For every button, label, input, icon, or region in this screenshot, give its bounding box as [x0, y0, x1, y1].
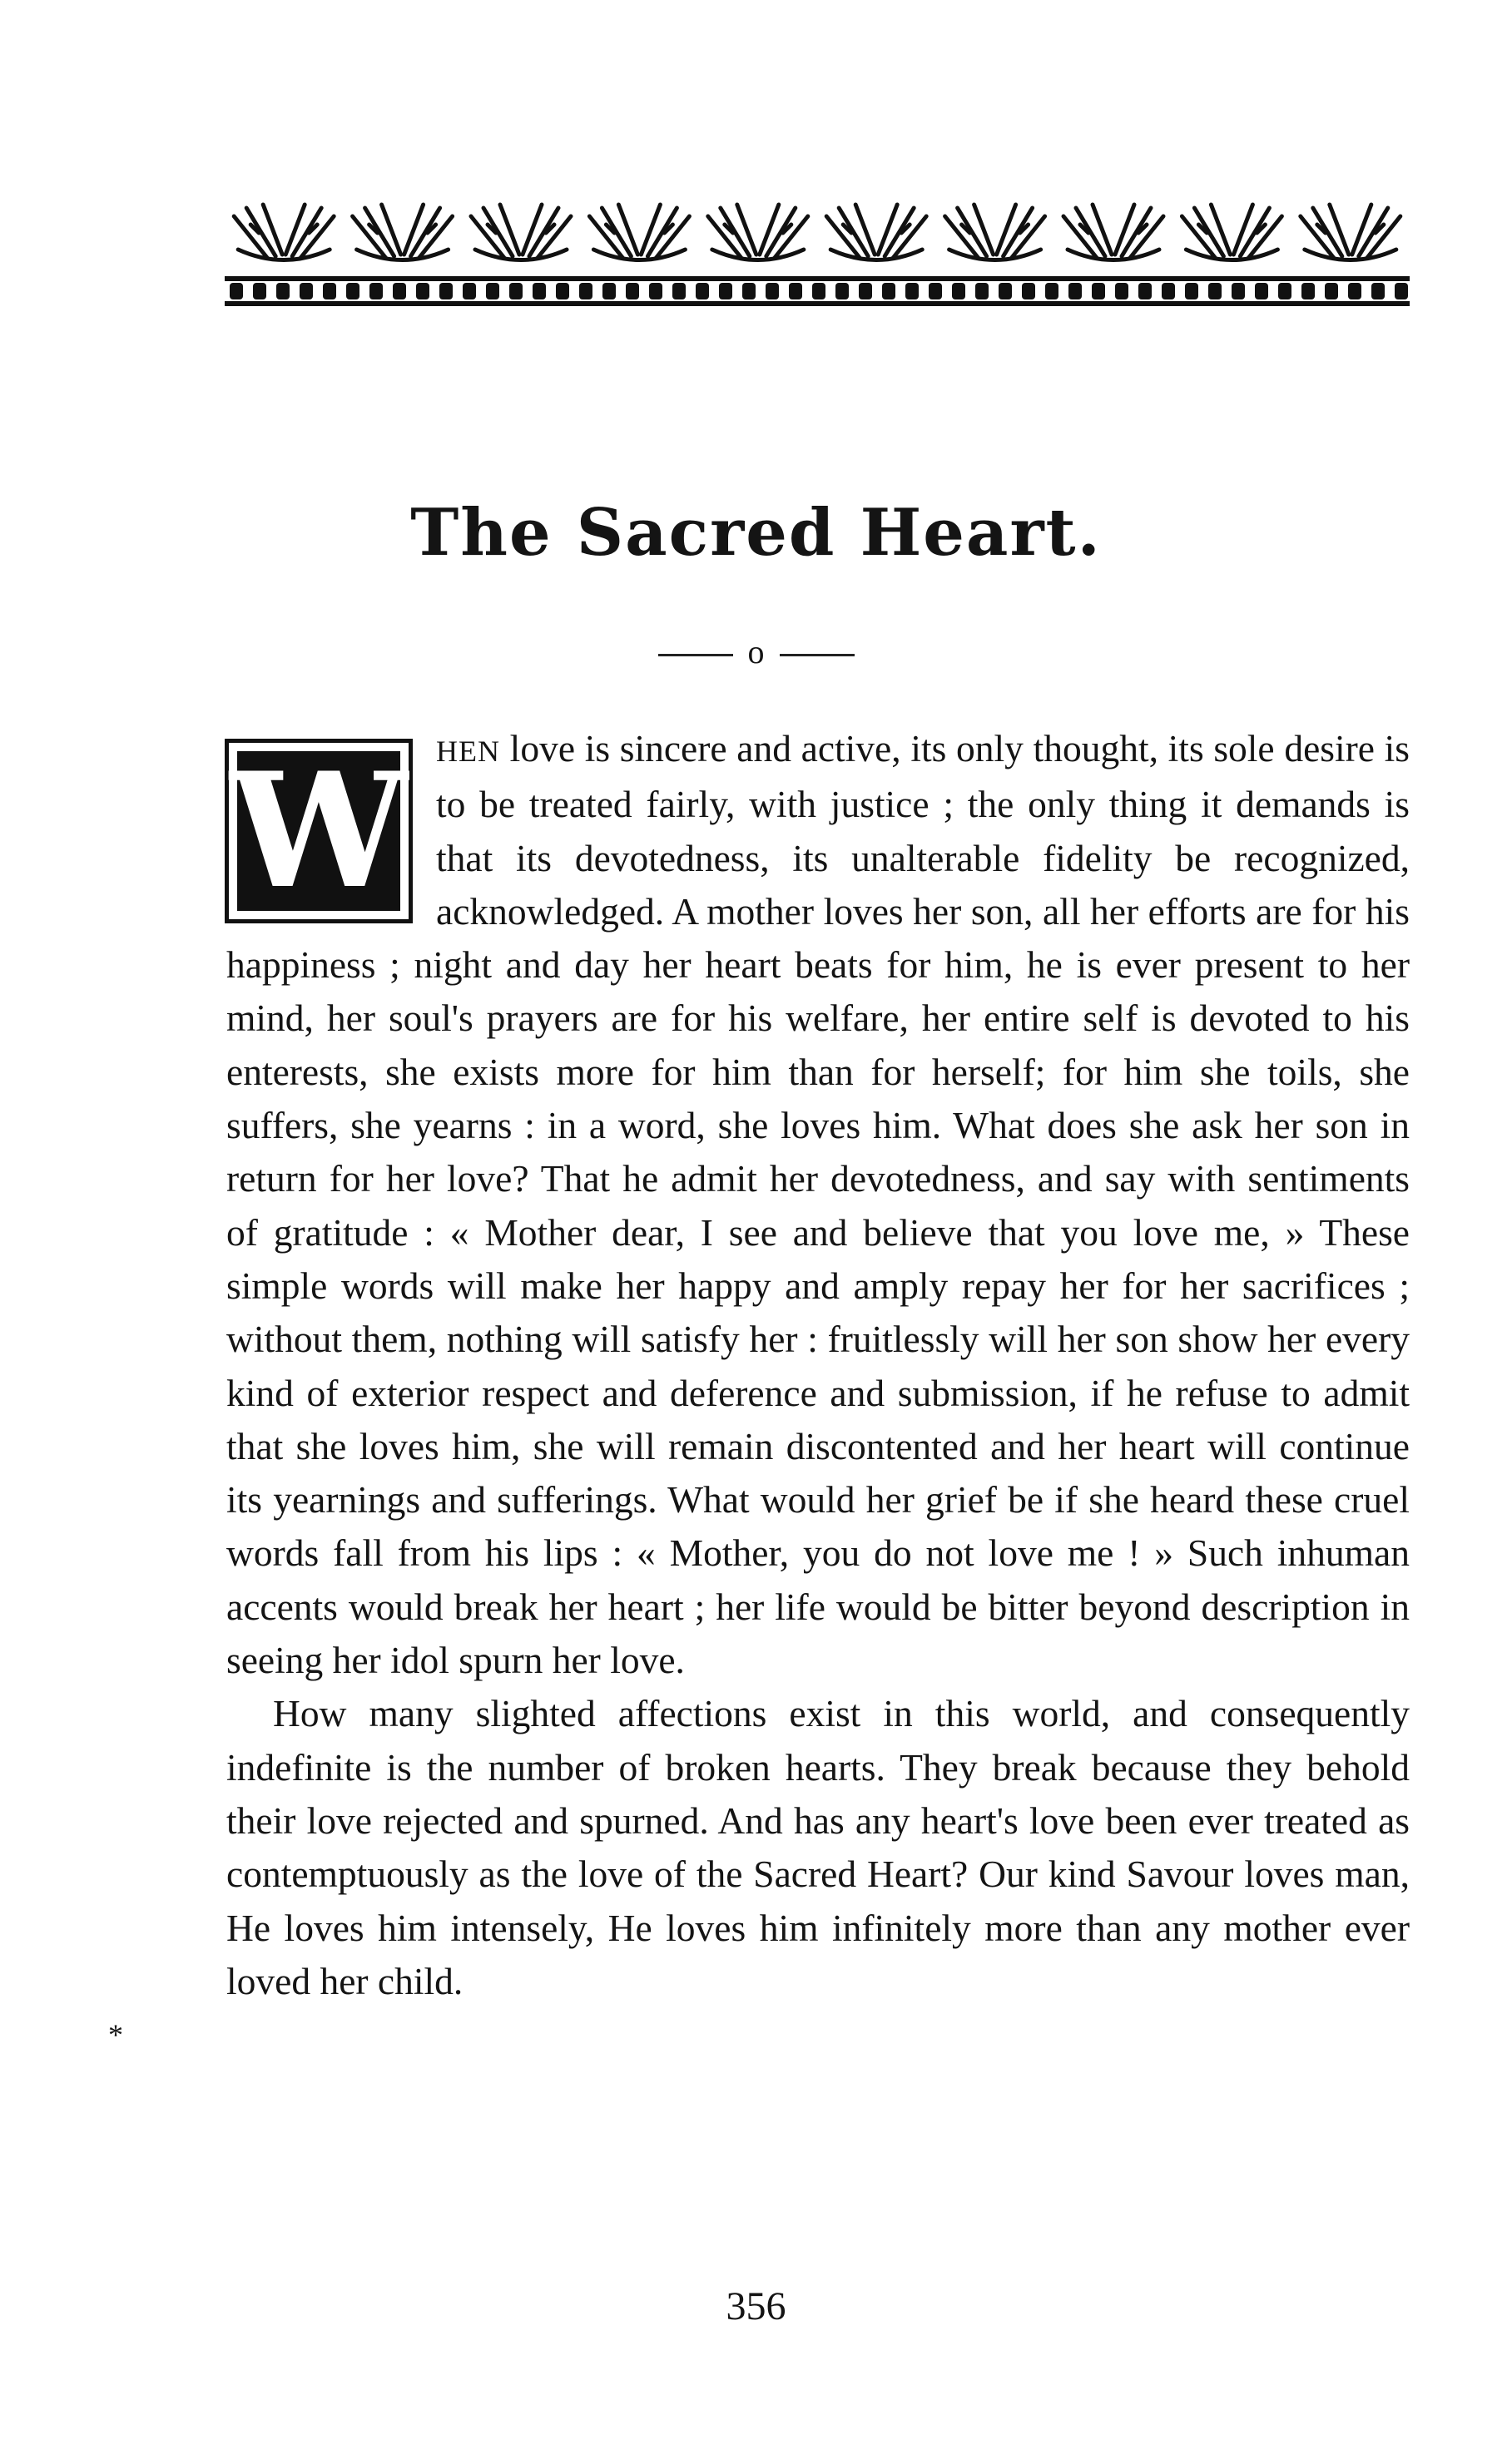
title-divider: [0, 632, 1512, 671]
sprig-motif: [234, 205, 334, 260]
divider-mark: o: [747, 633, 765, 670]
paragraph-1: [226, 722, 1410, 1687]
page-title: The Sacred Heart.: [410, 495, 1102, 571]
sprig-motif: [471, 205, 571, 260]
floral-headband-ornament: [225, 200, 1410, 316]
sprig-motif: [708, 205, 808, 260]
sprig-motif: [589, 205, 689, 260]
sprig-motif: [353, 205, 453, 260]
sprig-motif: [1301, 205, 1400, 260]
paragraph-2: How many slighted affections exist in this world, and consequently indefinite is the number of broken hearts. They break because they behold their love rejected and spurned. And has any heart's love been ever treated as contemptuously as the love of the Sacred Heart? Our kind Savour loves man, He loves him intensely, He loves him infinitely more than any mother ever loved her child.: [226, 1692, 1410, 2002]
margin-mark: *: [108, 2018, 123, 2051]
drop-cap-letter: W: [230, 738, 408, 923]
sprig-motif: [826, 205, 926, 260]
sprig-motif: [945, 205, 1045, 260]
sprig-motif: [1182, 205, 1281, 260]
page-number: 356: [726, 2284, 786, 2328]
paragraph-1-lead: HEN: [436, 735, 500, 768]
sprig-motif: [1063, 205, 1163, 260]
paragraph-1-text: love is sincere and active, its only thought, its sole desire is to be treated fairly, with justice ; the only thing it demands is that its devotedness, its unalterable fidelity be recognized, acknowledged. A mother loves her son, all her efforts are for his happiness ; night and day her heart beats for him, he is ever present to her mind, her soul's prayers are for his welfare, her entire self is devoted to his enterests, she exists more for him than for herself; for him she toils, she suffers, she yearns : in a word, she loves him. What does she ask her son in return for her love? That he admit her devotedness, and say with sentiments of gratitude : « Mother dear, I see and believe that you love me, » These simple words will make her happy and amply repay her for her sacrifices ; without them, nothing will satisfy her : fruitlessly will her son show her every kind of exterior respect and deference and submission, if he refuse to admit that she loves him, she will remain discontented and her heart will continue its yearnings and sufferings. What would her grief be if she heard these cruel words fall from his lips : « Mother, you do not love me ! » Such inhuman accents would break her heart ; her life would be bitter beyond description in seeing her idol spurn her love.: [226, 727, 1410, 1682]
body-text: [226, 722, 1410, 2008]
